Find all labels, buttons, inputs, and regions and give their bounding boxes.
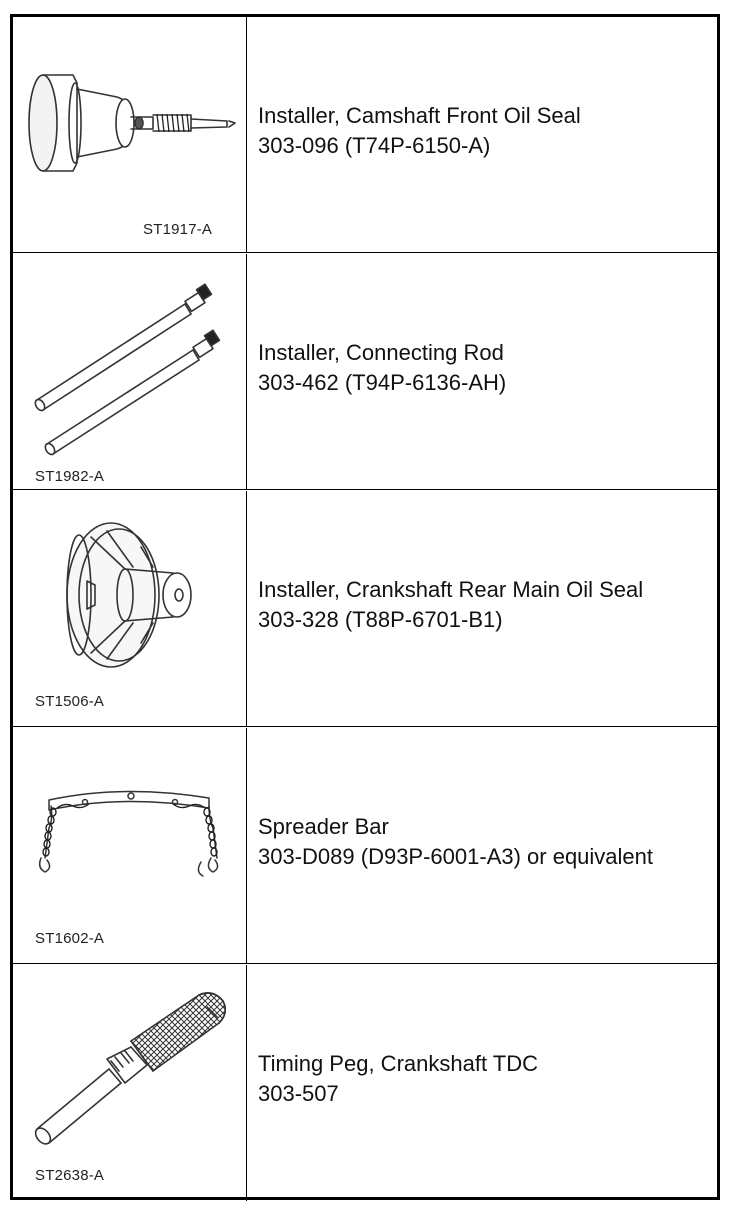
table-row [13,728,717,964]
illustration-code: ST1506-A [35,693,105,710]
tool-name: Installer, Connecting Rod [258,340,504,365]
tool-illustration-cell [13,254,247,489]
tool-part-number: 303-507 [258,1081,339,1106]
tool-part-number: 303-328 (T88P-6701-B1) [258,607,503,632]
tool-illustration-cell [13,491,247,726]
timing-peg-icon [13,965,247,1201]
table-row [13,17,717,253]
tool-description [258,101,713,161]
tool-part-number: 303-462 (T94P-6136-AH) [258,370,507,395]
connecting-rod-installer-icon [13,254,247,490]
illustration-code: ST1982-A [35,468,105,485]
tool-name: Spreader Bar [258,814,389,839]
tool-part-number: 303-D089 (D93P-6001-A3) or equivalent [258,844,654,869]
tool-name: Installer, Crankshaft Rear Main Oil Seal [258,577,644,602]
tool-illustration-cell [13,17,247,252]
illustration-code: ST2638-A [35,1167,105,1184]
illustration-code: ST1602-A [35,930,105,947]
tool-description [258,338,713,398]
crankshaft-seal-installer-icon [13,491,247,727]
table-row [13,254,717,490]
special-tools-table [10,14,720,1200]
tool-name: Timing Peg, Crankshaft TDC [258,1051,538,1076]
tool-name: Installer, Camshaft Front Oil Seal [258,103,581,128]
tool-illustration-cell [13,728,247,963]
camshaft-seal-installer-icon [13,17,247,253]
tool-illustration-cell [13,965,247,1201]
table-row [13,965,717,1201]
table-row [13,491,717,727]
tool-description [258,812,713,872]
spreader-bar-icon [13,728,247,964]
tool-description [258,1049,713,1109]
illustration-code: ST1917-A [143,221,213,238]
tool-part-number: 303-096 (T74P-6150-A) [258,133,491,158]
tool-description [258,575,713,635]
